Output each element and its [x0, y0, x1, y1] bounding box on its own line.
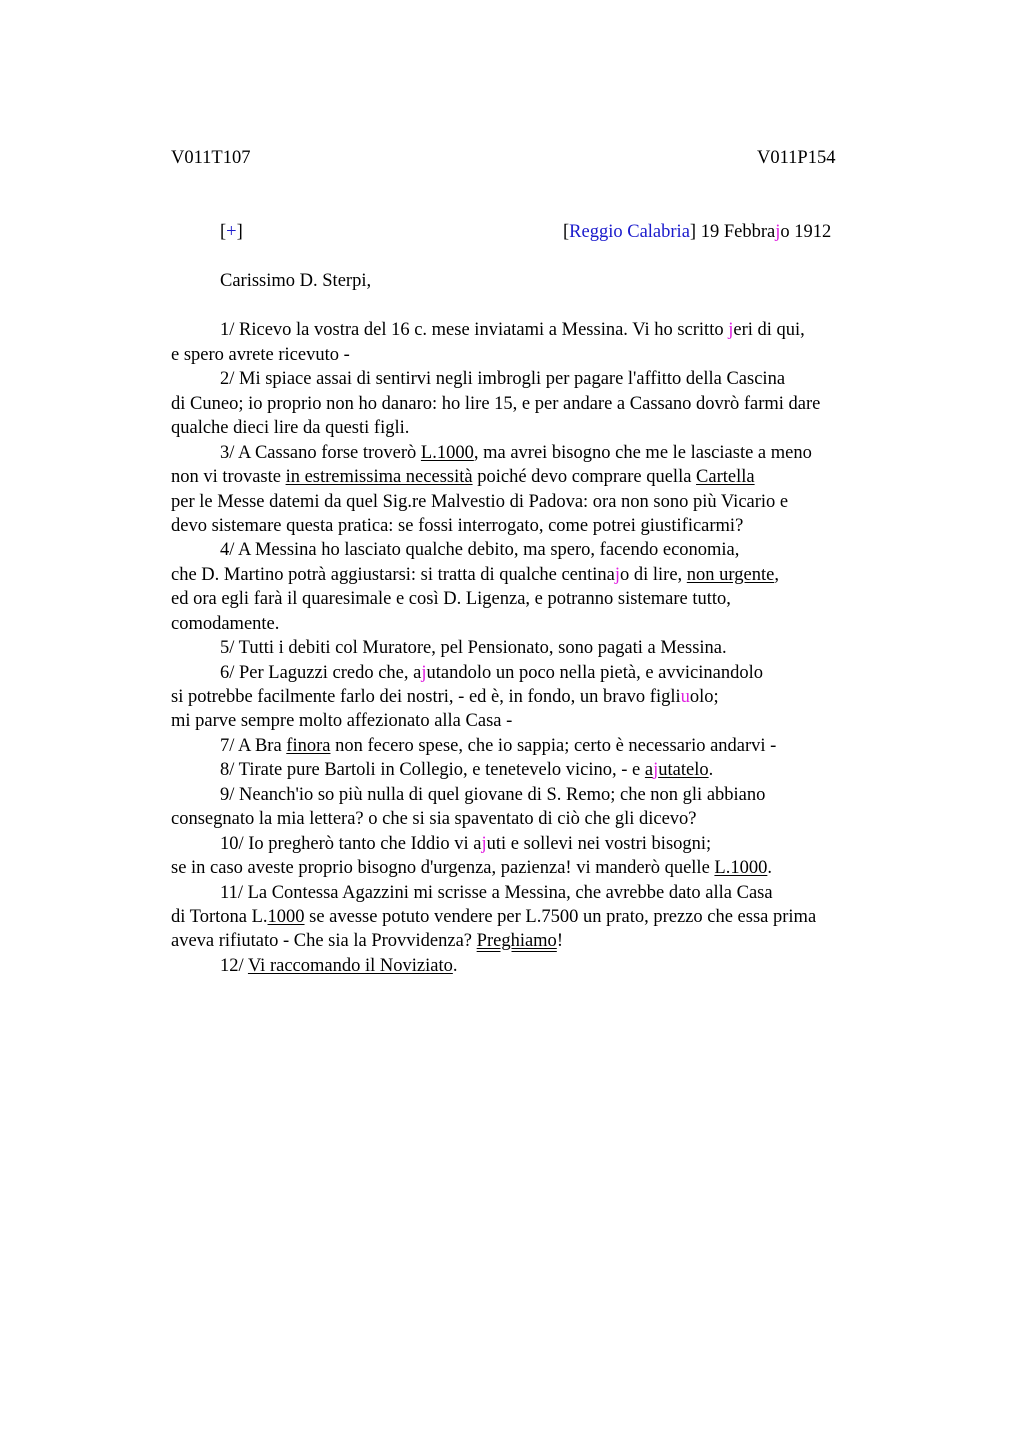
place-and-date: [563, 223, 831, 242]
editorial-note-link[interactable]: +: [226, 222, 237, 242]
para-3-line-3: per le Messe datemi da quel Sig.re Malvestio di Padova: ora non sono più Vicario e: [171, 492, 789, 512]
underlined-text: 1000: [267, 907, 305, 927]
bracket-close: ]: [236, 222, 243, 242]
para-10-line-2: se in caso aveste proprio bisogno d'urgenza, pazienza! vi manderò quelle L.1000.: [171, 858, 772, 878]
para-11-line-2: di Tortona L.1000 se avesse potuto vendere per L.7500 un prato, prezzo che essa prima: [171, 907, 817, 927]
underlined-text: in estremissima necessità: [285, 467, 473, 487]
para-2-line-3: qualche dieci lire da questi figli.: [171, 418, 410, 438]
para-2-line-1: 2/ Mi spiace assai di sentirvi negli imbrogli per pagare l'affitto della Cascina: [220, 369, 786, 389]
date-text-b: o 1912: [780, 222, 832, 242]
para-4-line-2: che D. Martino potrà aggiustarsi: si tratta di qualche centinajo di lire, non urgente,: [171, 565, 779, 585]
para-12-line-1: 12/ Vi raccomando il Noviziato.: [220, 956, 458, 976]
place-bracket-open: [: [563, 222, 570, 242]
editorial-note-marker: [220, 223, 243, 242]
para-6-line-3: mi parve sempre molto affezionato alla Casa -: [171, 711, 513, 731]
variant-letter: j: [481, 834, 487, 854]
underlined-text: non urgente: [686, 565, 775, 585]
para-5-line-1: 5/ Tutti i debiti col Muratore, pel Pensionato, sono pagati a Messina.: [220, 638, 727, 658]
underlined-text: ajutatelo: [644, 760, 709, 780]
para-8-line-1: 8/ Tirate pure Bartoli in Collegio, e tenetevelo vicino, - e ajutatelo.: [220, 760, 714, 780]
variant-letter: j: [653, 760, 659, 780]
para-1-line-2: e spero avrete ricevuto -: [171, 345, 350, 365]
underlined-text: finora: [286, 736, 331, 756]
page-code-right: V011P154: [757, 148, 836, 168]
double-underlined-text: Preghiamo: [476, 931, 557, 951]
variant-letter: j: [421, 663, 427, 683]
document-code-left: V011T107: [171, 148, 251, 168]
para-9-line-2: consegnato la mia lettera? o che si sia spaventato di ciò che gli dicevo?: [171, 809, 697, 829]
para-4-line-4: comodamente.: [171, 614, 280, 634]
variant-letter: j: [614, 565, 620, 585]
underlined-text: L.1000: [420, 443, 474, 463]
date-text-a: ] 19 Febbra: [689, 222, 776, 242]
para-1-line-1: 1/ Ricevo la vostra del 16 c. mese inviatami a Messina. Vi ho scritto jeri di qui,: [220, 320, 805, 340]
place-link[interactable]: Reggio Calabria: [569, 222, 690, 242]
para-11-line-3: aveva rifiutato - Che sia la Provvidenza? Preghiamo!: [171, 931, 563, 951]
para-3-line-2: non vi trovaste in estremissima necessità poiché devo comprare quella Cartella: [171, 467, 755, 487]
underlined-text: Vi raccomando il Noviziato: [247, 956, 453, 976]
para-9-line-1: 9/ Neanch'io so più nulla di quel giovane di S. Remo; che non gli abbiano: [220, 785, 766, 805]
para-11-line-1: 11/ La Contessa Agazzini mi scrisse a Messina, che avrebbe dato alla Casa: [220, 883, 773, 903]
variant-letter: j: [728, 320, 734, 340]
para-3-line-1: 3/ A Cassano forse troverò L.1000, ma avrei bisogno che me le lasciaste a meno: [220, 443, 812, 463]
underlined-text: L.1000: [714, 858, 768, 878]
para-6-line-1: 6/ Per Laguzzi credo che, ajutandolo un poco nella pietà, e avvicinandolo: [220, 663, 763, 683]
date-variant-letter: j: [775, 222, 781, 242]
para-4-line-3: ed ora egli farà il quaresimale e così D. Ligenza, e potranno sistemare tutto,: [171, 589, 731, 609]
variant-letter: u: [680, 687, 690, 707]
para-2-line-2: di Cuneo; io proprio non ho danaro: ho lire 15, e per andare a Cassano dovrò farmi dare: [171, 394, 821, 414]
para-4-line-1: 4/ A Messina ho lasciato qualche debito, ma spero, facendo economia,: [220, 540, 740, 560]
para-7-line-1: 7/ A Bra finora non fecero spese, che io sappia; certo è necessario andarvi -: [220, 736, 777, 756]
salutation: Carissimo D. Sterpi,: [220, 271, 372, 291]
underlined-text: Cartella: [696, 467, 755, 487]
para-6-line-2: si potrebbe facilmente farlo dei nostri, - ed è, in fondo, un bravo figliuolo;: [171, 687, 719, 707]
para-10-line-1: 10/ Io pregherò tanto che Iddio vi ajuti e sollevi nei vostri bisogni;: [220, 834, 712, 854]
para-3-line-4: devo sistemare questa pratica: se fossi interrogato, come potrei giustificarmi?: [171, 516, 744, 536]
bracket-open: [: [220, 222, 227, 242]
